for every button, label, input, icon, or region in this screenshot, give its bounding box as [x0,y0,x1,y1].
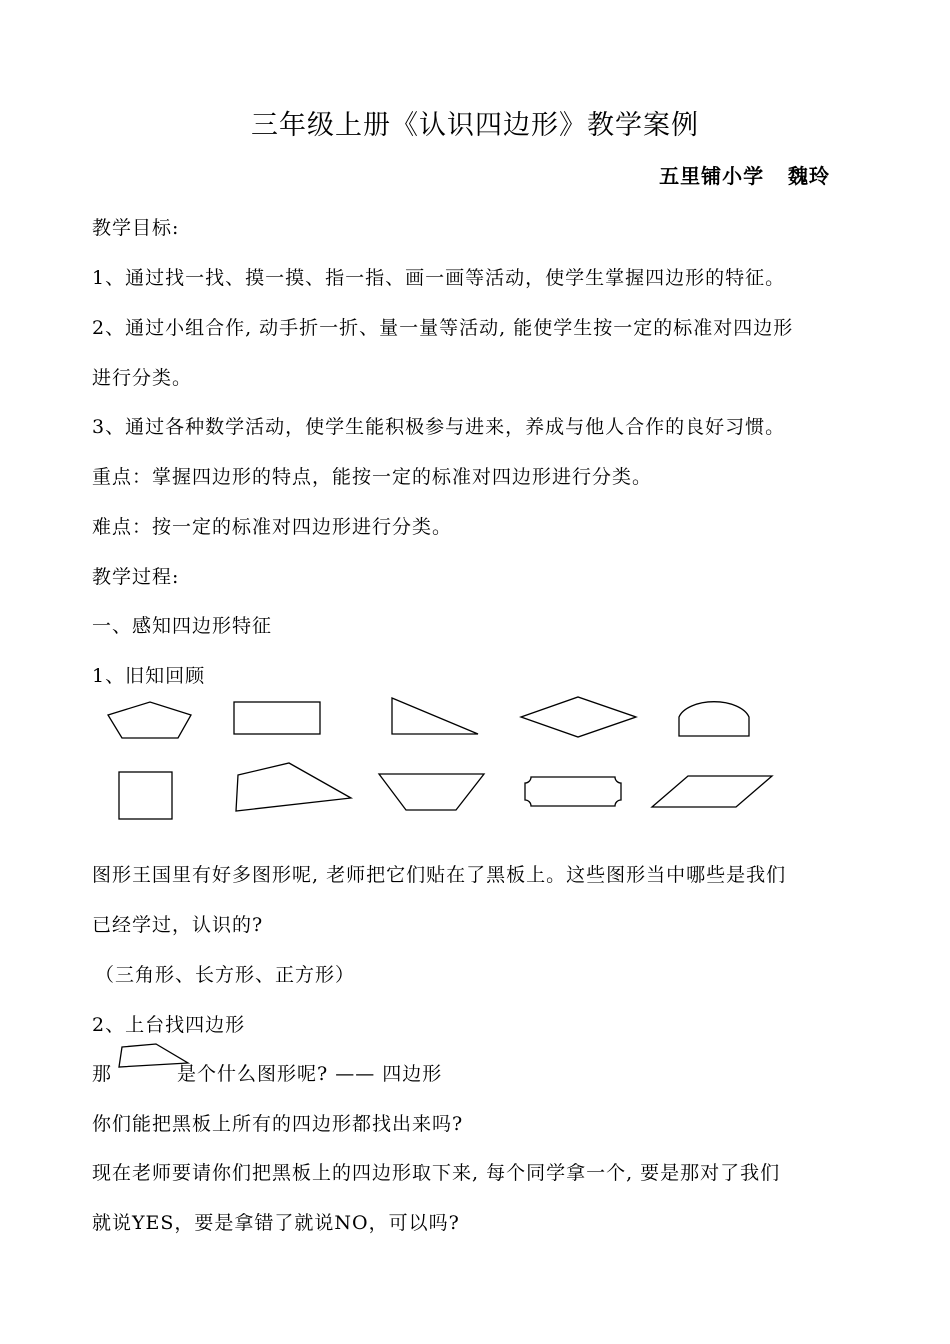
goal-3: 3、通过各种数学活动，使学生能积极参与进来，养成与他人合作的良好习惯。 [92,416,786,438]
parallelogram-icon [652,776,772,807]
question-suffix: 是个什么图形呢? —— 四边形 [177,1063,443,1085]
question-prefix: 那 [92,1063,113,1085]
difficulty: 难点：按一定的标准对四边形进行分类。 [92,516,453,538]
question-2: 你们能把黑板上所有的四边形都找出来吗? [92,1113,464,1135]
pentagon-icon [108,702,191,738]
right-triangle-icon [392,698,478,734]
rhombus-icon [521,697,636,737]
section-1-heading: 一、感知四边形特征 [92,615,273,637]
goal-2-line-1: 2、通过小组合作, 动手折一折、量一量等活动, 能使学生按一定的标准对四边形 [92,317,794,339]
rectangle-icon [234,702,320,734]
paragraph-2-line-2: 就说YES，要是拿错了就说NO，可以吗? [92,1212,460,1234]
notched-rectangle-icon [525,777,621,806]
subsection-1-heading: 1、旧知回顾 [92,665,206,687]
paragraph-2-line-1: 现在老师要请你们把黑板上的四边形取下来, 每个同学拿一个, 要是那对了我们 [92,1162,781,1184]
arch-shape-icon [679,702,749,736]
trapezoid-icon [379,774,484,810]
goal-1: 1、通过找一找、摸一摸、指一指、画一画等活动，使学生掌握四边形的特征。 [92,267,786,289]
key-point: 重点：掌握四边形的特点，能按一定的标准对四边形进行分类。 [92,466,653,488]
paragraph-1-line-2: 已经学过，认识的? [92,914,264,936]
square-icon [119,772,172,819]
shape-figures [95,690,795,830]
subsection-2-heading: 2、上台找四边形 [92,1014,246,1036]
paragraph-1-line-1: 图形王国里有好多图形呢, 老师把它们贴在了黑板上。这些图形当中哪些是我们 [92,864,787,886]
process-heading: 教学过程: [92,566,180,588]
goal-2-line-2: 进行分类。 [92,367,193,389]
goals-heading: 教学目标: [92,217,180,239]
answer-1: （三角形、长方形、正方形） [95,964,356,986]
irregular-quadrilateral-icon [236,763,351,811]
page-title: 三年级上册《认识四边形》教学案例 [251,110,699,141]
author-line: 五里铺小学 魏玲 [659,164,830,188]
